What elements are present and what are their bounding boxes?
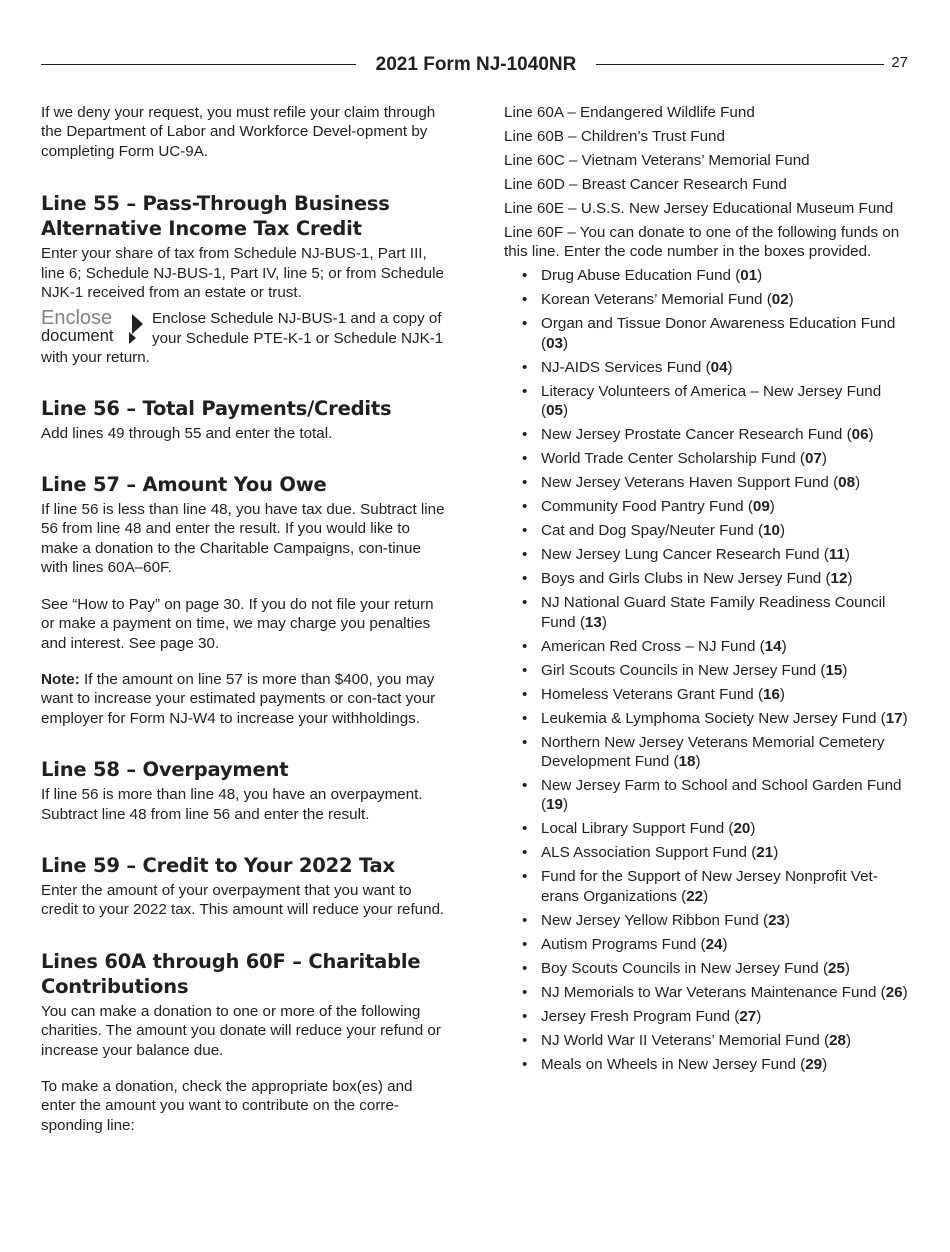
line55-heading-part1: Line 55 – Pass-Through Business [41,192,390,216]
fund-code: 27 [739,1007,757,1025]
fund-list-item: • Korean Veterans’ Memorial Fund (02) [504,290,910,309]
fund-code: 09 [752,498,770,516]
fund-name: Organ and Tissue Donor Awareness Education Fund [541,315,896,333]
fund-list-item: • New Jersey Yellow Ribbon Fund (23) [504,911,910,930]
line60-body-2: To make a donation, check the appropriate box(es) and enter the amount you want to contribute on the corre-sponding line: [41,1077,413,1134]
document-arrow-icon [129,332,136,344]
fund-name: NJ Memorials to War Veterans Maintenance Fund [541,983,877,1001]
line-60f: Line 60F – You can donate to one of the following funds on this line. Enter the code number in the boxes provided. [504,224,900,261]
line55-body: Enter your share of tax from Schedule NJ-BUS-1, Part III, line 6; Schedule NJ-BUS-1, Part IV, line 5; or from Schedule NJK-1 received from an estate or trust. [41,245,444,302]
enclose-text: Enclose Schedule NJ-BUS-1 and a copy of your Schedule PTE-K-1 or Schedule NJK-1 with your return. [41,310,444,367]
fund-code: 13 [584,613,602,631]
fund-code: 10 [763,522,780,540]
left-column [41,103,446,1135]
fund-code: 16 [763,685,780,703]
fund-code: 03 [546,334,563,352]
fund-code: 26 [885,983,903,1001]
fund-name: World Trade Center Scholarship Fund [541,450,796,468]
line57-body-1: If line 56 is less than line 48, you have tax due. Subtract line 56 from line 48 and enter the result. If you would like to make a donation to the Charitable Campaigns, con-tinue with lines 60A–60F. [41,501,445,577]
note-text: If the amount on line 57 is more than $400, you may want to increase your estimated payments or con-tact your employer for Form NJ-W4 to increase your withholdings. [41,670,436,727]
line-60e: Line 60E – U.S.S. New Jersey Educational Museum Fund [504,200,894,217]
line57-heading: Line 57 – Amount You Owe [41,473,327,497]
fund-code: 23 [768,911,785,929]
fund-list-item: • New Jersey Farm to School and School Garden Fund (19) [504,776,910,815]
fund-list-item: • NJ National Guard State Family Readiness Council Fund (13) [504,593,910,632]
fund-list-item: • Literacy Volunteers of America – New Jersey Fund (05) [504,382,910,421]
line60-heading-part2: Contributions [41,974,189,998]
line60-heading [41,949,446,999]
fund-code: 17 [885,709,903,727]
fund-name: New Jersey Lung Cancer Research Fund [541,546,820,564]
fund-name: Leukemia & Lymphoma Society New Jersey Fund [541,709,877,727]
line59-body: Enter the amount of your overpayment that you want to credit to your 2022 tax. This amount will reduce your refund. [41,881,445,919]
fund-name: NJ-AIDS Services Fund [541,358,702,376]
fund-list-item: • New Jersey Veterans Haven Support Fund (08) [504,473,910,492]
fund-name: Literacy Volunteers of America – New Jersey Fund [541,382,882,400]
fund-name: ALS Association Support Fund [541,844,748,862]
line56-heading: Line 56 – Total Payments/Credits [41,396,392,420]
fund-code: 29 [805,1055,823,1073]
fund-list-item: • Boys and Girls Clubs in New Jersey Fund (12) [504,569,910,588]
line-60a: Line 60A – Endangered Wildlife Fund [504,104,755,121]
fund-name: Cat and Dog Spay/Neuter Fund [541,522,754,540]
page-header [41,52,908,78]
header-rule-right [596,64,884,65]
line58-heading: Line 58 – Overpayment [41,758,289,782]
fund-name: Fund for the Support of New Jersey Nonprofit Vet-erans Organizations [541,868,878,905]
fund-code: 12 [830,570,848,588]
fund-list-item: • Drug Abuse Education Fund (01) [504,266,910,285]
fund-list-item: • Autism Programs Fund (24) [504,935,910,954]
fund-name: NJ World War II Veterans’ Memorial Fund [541,1031,820,1049]
fund-list-item: • NJ-AIDS Services Fund (04) [504,358,910,377]
enclose-word: Enclose [41,307,113,330]
fund-code: 02 [771,291,789,309]
fund-name: Homeless Veterans Grant Fund [541,685,754,703]
fund-list-item: • Local Library Support Fund (20) [504,819,910,838]
fund-code: 21 [756,844,774,862]
fund-code: 18 [678,753,696,771]
line55-heading-part2: Alternative Income Tax Credit [41,217,362,241]
fund-code: 15 [825,661,843,679]
right-column [504,103,910,1079]
line-60d: Line 60D – Breast Cancer Research Fund [504,176,787,193]
fund-code: 14 [764,637,782,655]
fund-code: 05 [546,402,563,420]
fund-list-item: • New Jersey Prostate Cancer Research Fund (06) [504,425,910,444]
fund-code: 22 [686,887,704,905]
fund-name: Jersey Fresh Program Fund [541,1007,731,1025]
fund-list-item: • Organ and Tissue Donor Awareness Education Fund (03) [504,314,910,353]
page-number: 27 [891,54,908,71]
enclose-arrow-icon [132,314,143,334]
line-60c: Line 60C – Vietnam Veterans’ Memorial Fund [504,152,810,169]
enclose-document-icon [41,307,152,346]
fund-name: Drug Abuse Education Fund [541,267,731,285]
fund-code: 11 [828,546,845,564]
line57-note [41,670,446,728]
fund-name: Girl Scouts Councils in New Jersey Fund [541,661,817,679]
fund-name: Community Food Pantry Fund [541,498,744,516]
fund-code: 24 [705,935,723,953]
line60-body-1: You can make a donation to one or more of the following charities. The amount you donate will reduce your refund or increase your balance due. [41,1002,441,1059]
note-label: Note: [41,670,80,688]
line55-heading [41,191,446,241]
fund-code: 28 [829,1031,846,1049]
intro-paragraph: If we deny your request, you must refile your claim through the Department of Labor and Workforce Devel-opment by completing Form UC-9A. [41,104,436,160]
fund-list-item: • Fund for the Support of New Jersey Nonprofit Vet-erans Organizations (22) [504,867,910,906]
page-title: 2021 Form NJ-1040NR [375,54,577,75]
fund-list-item: • NJ World War II Veterans’ Memorial Fund (28) [504,1031,910,1050]
fund-list-item: • Jersey Fresh Program Fund (27) [504,1007,910,1026]
fund-list-item: • Meals on Wheels in New Jersey Fund (29) [504,1055,910,1074]
fund-name: Local Library Support Fund [541,820,725,838]
fund-name: Korean Veterans’ Memorial Fund [541,291,763,309]
fund-list-item: • New Jersey Lung Cancer Research Fund (11) [504,545,910,564]
fund-list-item: • NJ Memorials to War Veterans Maintenance Fund (26) [504,983,910,1002]
fund-name: New Jersey Veterans Haven Support Fund [541,474,829,492]
fund-name: Autism Programs Fund [541,935,697,953]
fund-list-item: • Leukemia & Lymphoma Society New Jersey Fund (17) [504,709,910,728]
fund-list-item: • Girl Scouts Councils in New Jersey Fund (15) [504,661,910,680]
line-60b: Line 60B – Children’s Trust Fund [504,128,725,145]
fund-code: 07 [804,450,822,468]
fund-name: American Red Cross – NJ Fund [541,637,756,655]
fund-name: New Jersey Prostate Cancer Research Fund [541,426,843,444]
header-rule-left [41,64,356,65]
fund-list-item: • Community Food Pantry Fund (09) [504,497,910,516]
line59-heading: Line 59 – Credit to Your 2022 Tax [41,853,395,877]
fund-code: 04 [710,358,728,376]
fund-name: NJ National Guard State Family Readiness Council Fund [541,594,886,631]
document-word: document [41,327,114,346]
fund-list-item: • ALS Association Support Fund (21) [504,843,910,862]
fund-code: 25 [828,959,845,977]
line60-heading-part1: Lines 60A through 60F – Charitable [41,949,421,973]
fund-name: Boys and Girls Clubs in New Jersey Fund [541,570,822,588]
fund-list-item: • Boy Scouts Councils in New Jersey Fund (25) [504,959,910,978]
fund-name: Meals on Wheels in New Jersey Fund [541,1055,796,1073]
fund-name: New Jersey Yellow Ribbon Fund [541,911,759,929]
fund-name: Northern New Jersey Veterans Memorial Cemetery Development Fund [541,733,885,771]
fund-list-item: • Homeless Veterans Grant Fund (16) [504,685,910,704]
fund-name: Boy Scouts Councils in New Jersey Fund [541,959,819,977]
fund-list-item: • American Red Cross – NJ Fund (14) [504,637,910,656]
fund-list-item: • World Trade Center Scholarship Fund (07) [504,449,910,468]
fund-code: 06 [851,426,869,444]
fund-code: 19 [546,796,563,814]
line57-body-2: See “How to Pay” on page 30. If you do not file your return or make a payment on time, we may charge you penalties and interest. See page 30. [41,595,434,652]
fund-list-item: • Cat and Dog Spay/Neuter Fund (10) [504,521,910,540]
fund-code: 20 [733,820,751,838]
fund-name: New Jersey Farm to School and School Garden Fund [541,777,902,795]
line58-body: If line 56 is more than line 48, you have an overpayment. Subtract line 48 from line 56 and enter the result. [41,786,423,823]
fund-list-item: • Northern New Jersey Veterans Memorial Cemetery Development Fund (18) [504,733,910,772]
line56-body: Add lines 49 through 55 and enter the total. [41,424,333,442]
fund-code: 08 [838,474,856,492]
fund-list [504,266,910,1074]
enclose-instruction [41,309,446,367]
fund-code: 01 [740,267,758,285]
